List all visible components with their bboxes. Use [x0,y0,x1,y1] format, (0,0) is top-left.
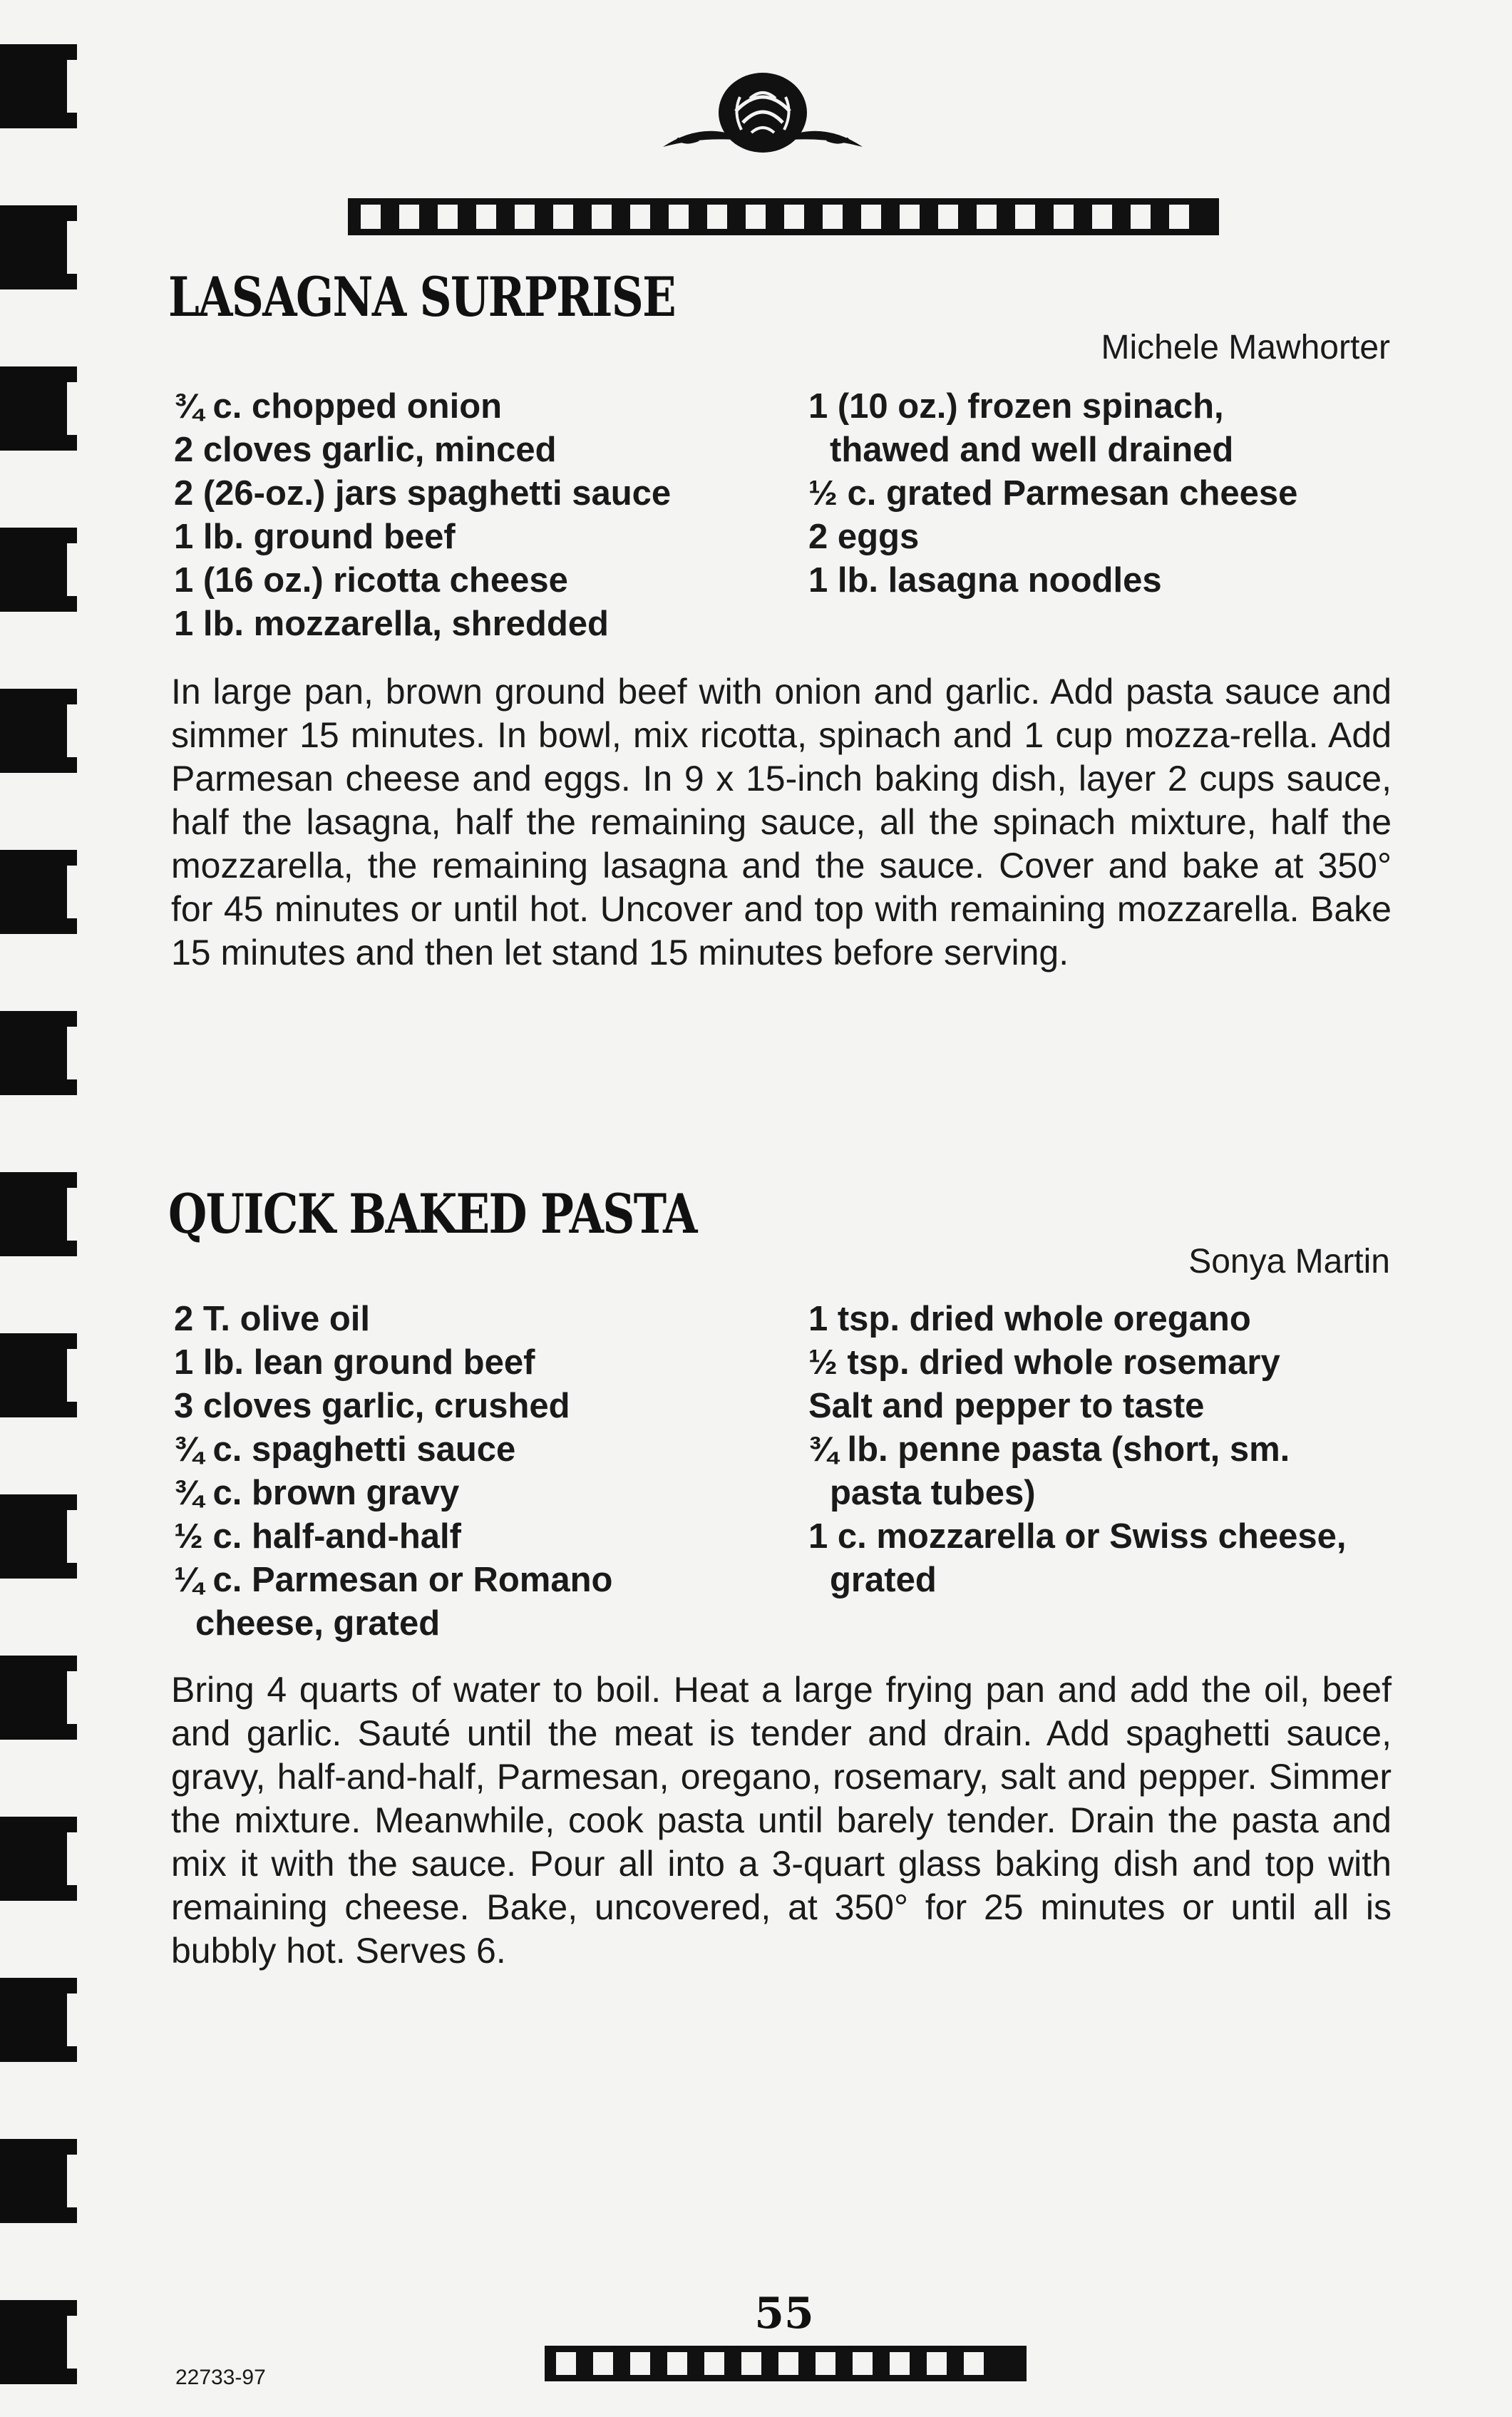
ingredient-item: grated [830,1561,937,1599]
ingredient-item: pasta tubes) [830,1474,1036,1512]
ingredient-item: ¾ lb. penne pasta (short, sm. [808,1430,1290,1469]
bottom-checkered-border [545,2346,1027,2381]
ingredient-item: Salt and pepper to taste [808,1387,1205,1425]
ingredient-item: 1 (16 oz.) ricotta cheese [174,561,568,600]
recipe-title: QUICK BAKED PASTA [168,1182,696,1246]
binding-hole [0,850,77,934]
ingredient-item: ¼ c. Parmesan or Romano [174,1561,613,1599]
recipe-directions: Bring 4 quarts of water to boil. Heat a large frying pan and add the oil, beef and garlic. Sauté until the meat is tender and drain. Add spaghetti sauce, gravy, half-and-half, Parmesan, oregano, rosemary, salt and pepper. Simmer the mixture. Meanwhile, cook pasta until barely tender. Drain the pasta and mix it with the sauce. Pour all into a 3-quart glass baking dish and top with remaining cheese. Bake, uncovered, at 350° for 25 minutes or until all is bubbly hot. Serves 6. [171,1670,1392,1971]
ingredient-item: 2 T. olive oil [174,1300,371,1338]
ingredient-item: 1 (10 oz.) frozen spinach, [808,387,1224,426]
binding-hole [0,1011,77,1095]
ingredient-item: 1 lb. mozzarella, shredded [174,605,609,643]
ingredient-item: ½ tsp. dried whole rosemary [808,1343,1280,1382]
binding-hole [0,1978,77,2062]
binding-hole [0,2139,77,2223]
ingredient-list-right [808,385,1297,602]
ingredient-list-left [174,385,671,646]
ingredient-item: ¾ c. spaghetti sauce [174,1430,516,1469]
recipe-author: Sonya Martin [1188,1243,1390,1281]
ingredient-item: thawed and well drained [830,431,1234,469]
recipe-directions: In large pan, brown ground beef with onion and garlic. Add pasta sauce and simmer 15 minutes. In bowl, mix ricotta, spinach and 1 cup mozza-rella. Add Parmesan cheese and eggs. In 9 x 15-inch baking dish, layer 2 cups sauce, half the lasagna, half the remaining sauce, all the spinach mixture, half the mozzarella, the remaining lasagna and the sauce. Cover and bake at 350° for 45 minutes or until hot. Uncover and top with remaining mozzarella. Bake 15 minutes and then let stand 15 minutes before serving. [171,672,1392,973]
binding-hole [0,44,77,128]
ingredient-item: ¾ c. chopped onion [174,387,503,426]
ingredient-item: 1 c. mozzarella or Swiss cheese, [808,1517,1347,1556]
binding-hole [0,1656,77,1740]
spiral-binding [0,0,78,2417]
ingredient-item: 1 lb. lean ground beef [174,1343,535,1382]
ingredient-item: 2 cloves garlic, minced [174,431,557,469]
binding-hole [0,528,77,612]
rose-ornament-icon [656,61,870,175]
recipe-title: LASAGNA SURPRISE [168,265,675,329]
binding-hole [0,205,77,289]
binding-hole [0,1817,77,1901]
ingredient-item: cheese, grated [195,1604,441,1643]
ingredient-item: 2 eggs [808,518,920,556]
binding-hole [0,366,77,451]
ingredient-item: 1 lb. ground beef [174,518,456,556]
ingredient-list-left [174,1298,612,1646]
ingredient-item: 3 cloves garlic, crushed [174,1387,570,1425]
ingredient-item: 1 tsp. dried whole oregano [808,1300,1251,1338]
binding-hole [0,1333,77,1417]
binding-hole [0,1172,77,1256]
binding-hole [0,2300,77,2384]
ingredient-item: ¾ c. brown gravy [174,1474,460,1512]
ingredient-item: 2 (26-oz.) jars spaghetti sauce [174,474,672,513]
page-number: 55 [754,2289,814,2339]
ingredient-list-right [808,1298,1346,1602]
recipe-author: Michele Mawhorter [1101,329,1390,366]
ingredient-item: 1 lb. lasagna noodles [808,561,1162,600]
ingredient-item: ½ c. half-and-half [174,1517,461,1556]
binding-hole [0,1494,77,1579]
top-checkered-border [348,198,1219,235]
binding-hole [0,689,77,773]
catalog-code: 22733-97 [175,2366,266,2389]
ingredient-item: ½ c. grated Parmesan cheese [808,474,1298,513]
